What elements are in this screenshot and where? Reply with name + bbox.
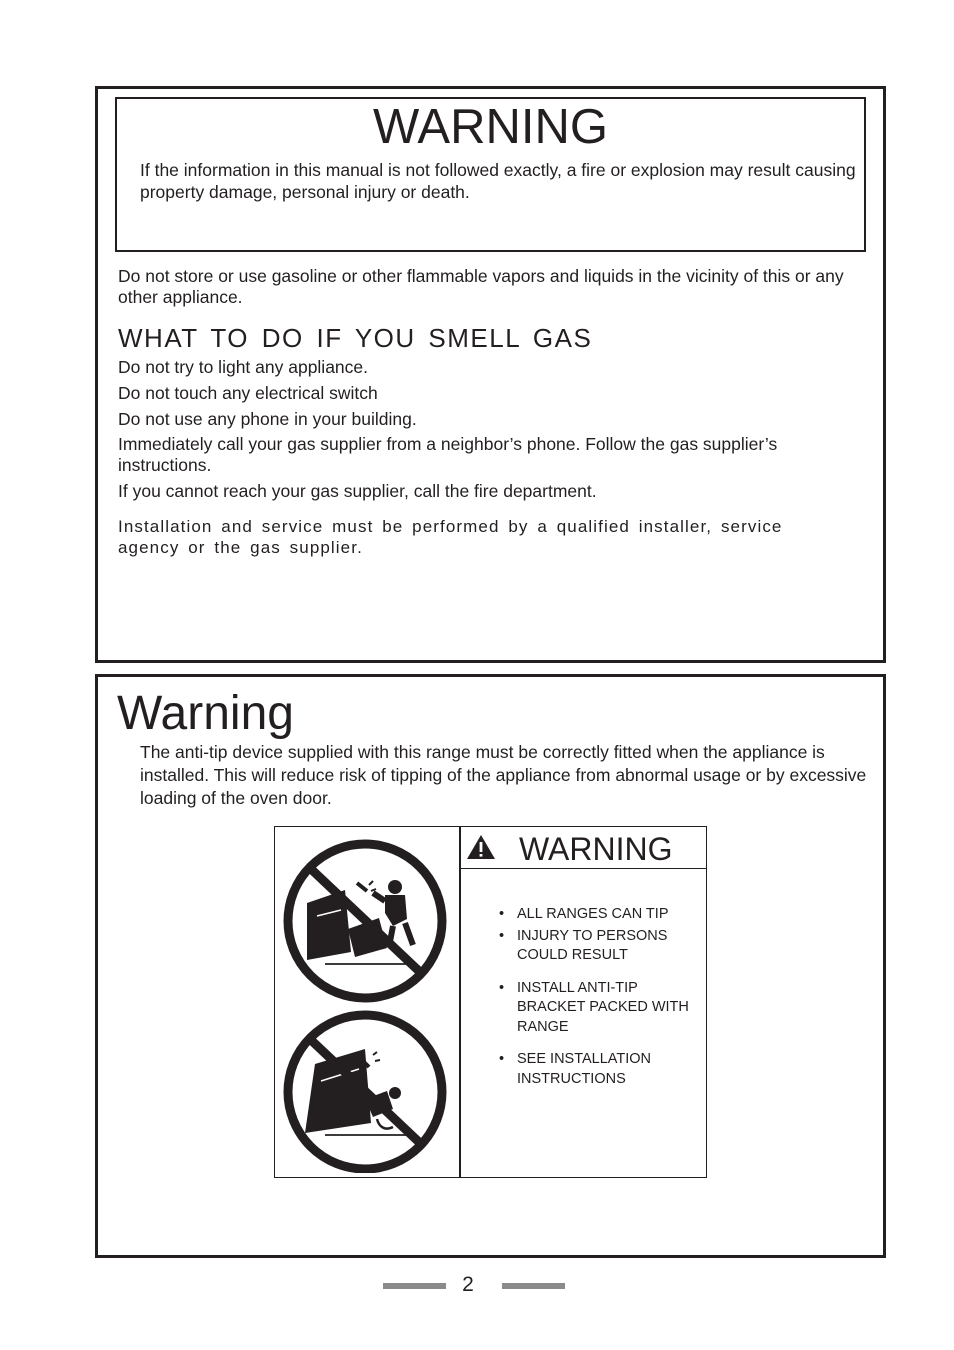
label-bullet: • SEE INSTALLATION INSTRUCTIONS: [499, 1050, 704, 1089]
footer-bar-right: [502, 1283, 565, 1289]
smell-gas-item: Immediately call your gas supplier from a neighbor’s phone. Follow the gas supplier’s instructions.: [118, 434, 778, 475]
label-bullet-list: [499, 905, 704, 1089]
label-warning-heading: WARNING: [519, 831, 673, 867]
fire-warning-box: [115, 97, 866, 252]
anti-tip-warning-text: The anti-tip device supplied with this range must be correctly fitted when the appliance is installed. This will reduce risk of tipping of the appliance from abnormal usage or by excessive loading of the oven door.: [140, 742, 867, 808]
anti-tip-label: [274, 826, 707, 1178]
footer-bar-left: [383, 1283, 446, 1289]
qualified-installer-text: Installation and service must be performed by a qualified installer, service agency or the gas supplier.: [118, 517, 783, 557]
label-divider: [459, 827, 461, 1177]
page-number: 2: [462, 1273, 474, 1296]
smell-gas-heading: WHAT TO DO IF YOU SMELL GAS: [118, 323, 593, 353]
no-standing-on-door-icon: [288, 844, 442, 998]
smell-gas-item: If you cannot reach your gas supplier, call the fire department.: [118, 481, 597, 501]
label-header: [460, 827, 706, 869]
smell-gas-item: Do not try to light any appliance.: [118, 357, 369, 377]
tip-hazard-pictograms: [281, 831, 451, 1173]
no-child-climbing-icon: [288, 1015, 442, 1169]
warning-triangle-icon: [466, 834, 496, 860]
label-bullet: • ALL RANGES CAN TIP: [499, 905, 704, 925]
fire-warning-title: WARNING: [373, 100, 608, 154]
label-bullet: • INJURY TO PERSONS COULD RESULT: [499, 927, 704, 966]
anti-tip-warning-title: Warning: [117, 687, 294, 740]
smell-gas-item: Do not touch any electrical switch: [118, 383, 378, 403]
page-footer: [0, 1271, 954, 1299]
gasoline-warning-text: Do not store or use gasoline or other flammable vapors and liquids in the vicinity of this or any other appliance.: [118, 266, 844, 307]
smell-gas-item: Do not use any phone in your building.: [118, 409, 417, 429]
label-bullet: • INSTALL ANTI-TIP BRACKET PACKED WITH RANGE: [499, 979, 704, 1038]
fire-warning-text: If the information in this manual is not followed exactly, a fire or explosion may result causing property damage, personal injury or death.: [140, 160, 856, 202]
